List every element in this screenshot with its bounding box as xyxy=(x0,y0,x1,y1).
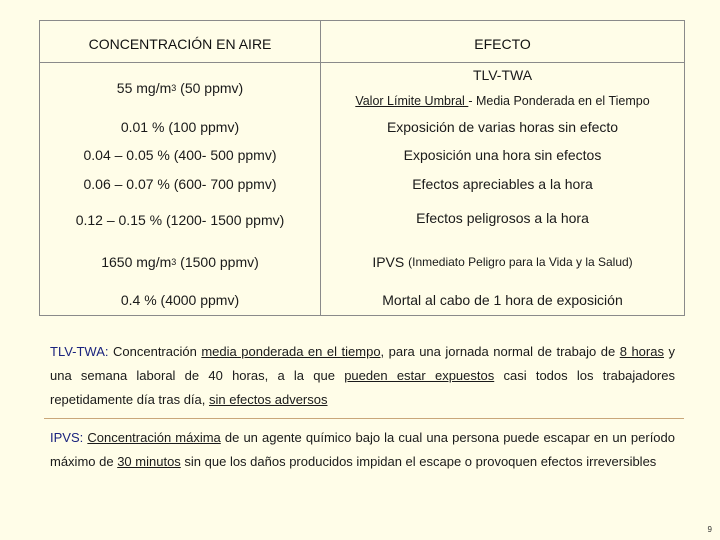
table-row-effect-subtitle: Valor Límite Umbral - Media Ponderada en el Tiempo xyxy=(355,94,650,108)
table-row-concentration: 55 mg/m 3 (50 ppmv) xyxy=(116,80,244,96)
page-number: 9 xyxy=(707,525,712,534)
table-row-effect: Mortal al cabo de 1 hora de exposición xyxy=(382,292,623,308)
table-row-concentration: 0.04 – 0.05 % (400- 500 ppmv) xyxy=(83,147,277,163)
table-row-concentration: 0.01 % (100 ppmv) xyxy=(120,119,240,135)
table-row-concentration: 1650 mg/m 3 (1500 ppmv) xyxy=(101,254,259,270)
tlv-definition: TLV-TWA: Concentración media ponderada en el tiempo, para una jornada normal de trabajo de 8 horas y una semana laboral de 40 horas, a la que pueden estar expuestos casi todos los trabajadores repetidamente día tras día, sin efectos adversos xyxy=(50,344,679,407)
table-row-effect: Exposición una hora sin efectos xyxy=(403,147,602,163)
table-row-effect: Efectos apreciables a la hora xyxy=(412,176,593,192)
header-effect: EFECTO xyxy=(474,36,531,52)
header-concentration: CONCENTRACIÓN EN AIRE xyxy=(88,36,272,52)
table-row-effect: IPVS (Inmediato Peligro para la Vida y la Salud) xyxy=(372,254,633,270)
table-row-concentration: 0.4 % (4000 ppmv) xyxy=(120,292,240,308)
table-row-effect: Exposición de varias horas sin efecto xyxy=(386,119,619,135)
table-row-concentration: 0.12 – 0.15 % (1200- 1500 ppmv) xyxy=(75,212,285,228)
table-row-concentration: 0.06 – 0.07 % (600- 700 ppmv) xyxy=(83,176,277,192)
ipvs-definition: IPVS: Concentración máxima de un agente químico bajo la cual una persona puede escapar en un período máximo de 30 minutos sin que los daños producidos impidan el escape o provoquen efectos irreversibles xyxy=(50,430,679,469)
table-row-effect: Efectos peligrosos a la hora xyxy=(416,210,589,226)
table-row-effect-title: TLV-TWA xyxy=(472,67,533,83)
notes-divider xyxy=(44,418,684,419)
table-header-divider xyxy=(39,62,685,63)
